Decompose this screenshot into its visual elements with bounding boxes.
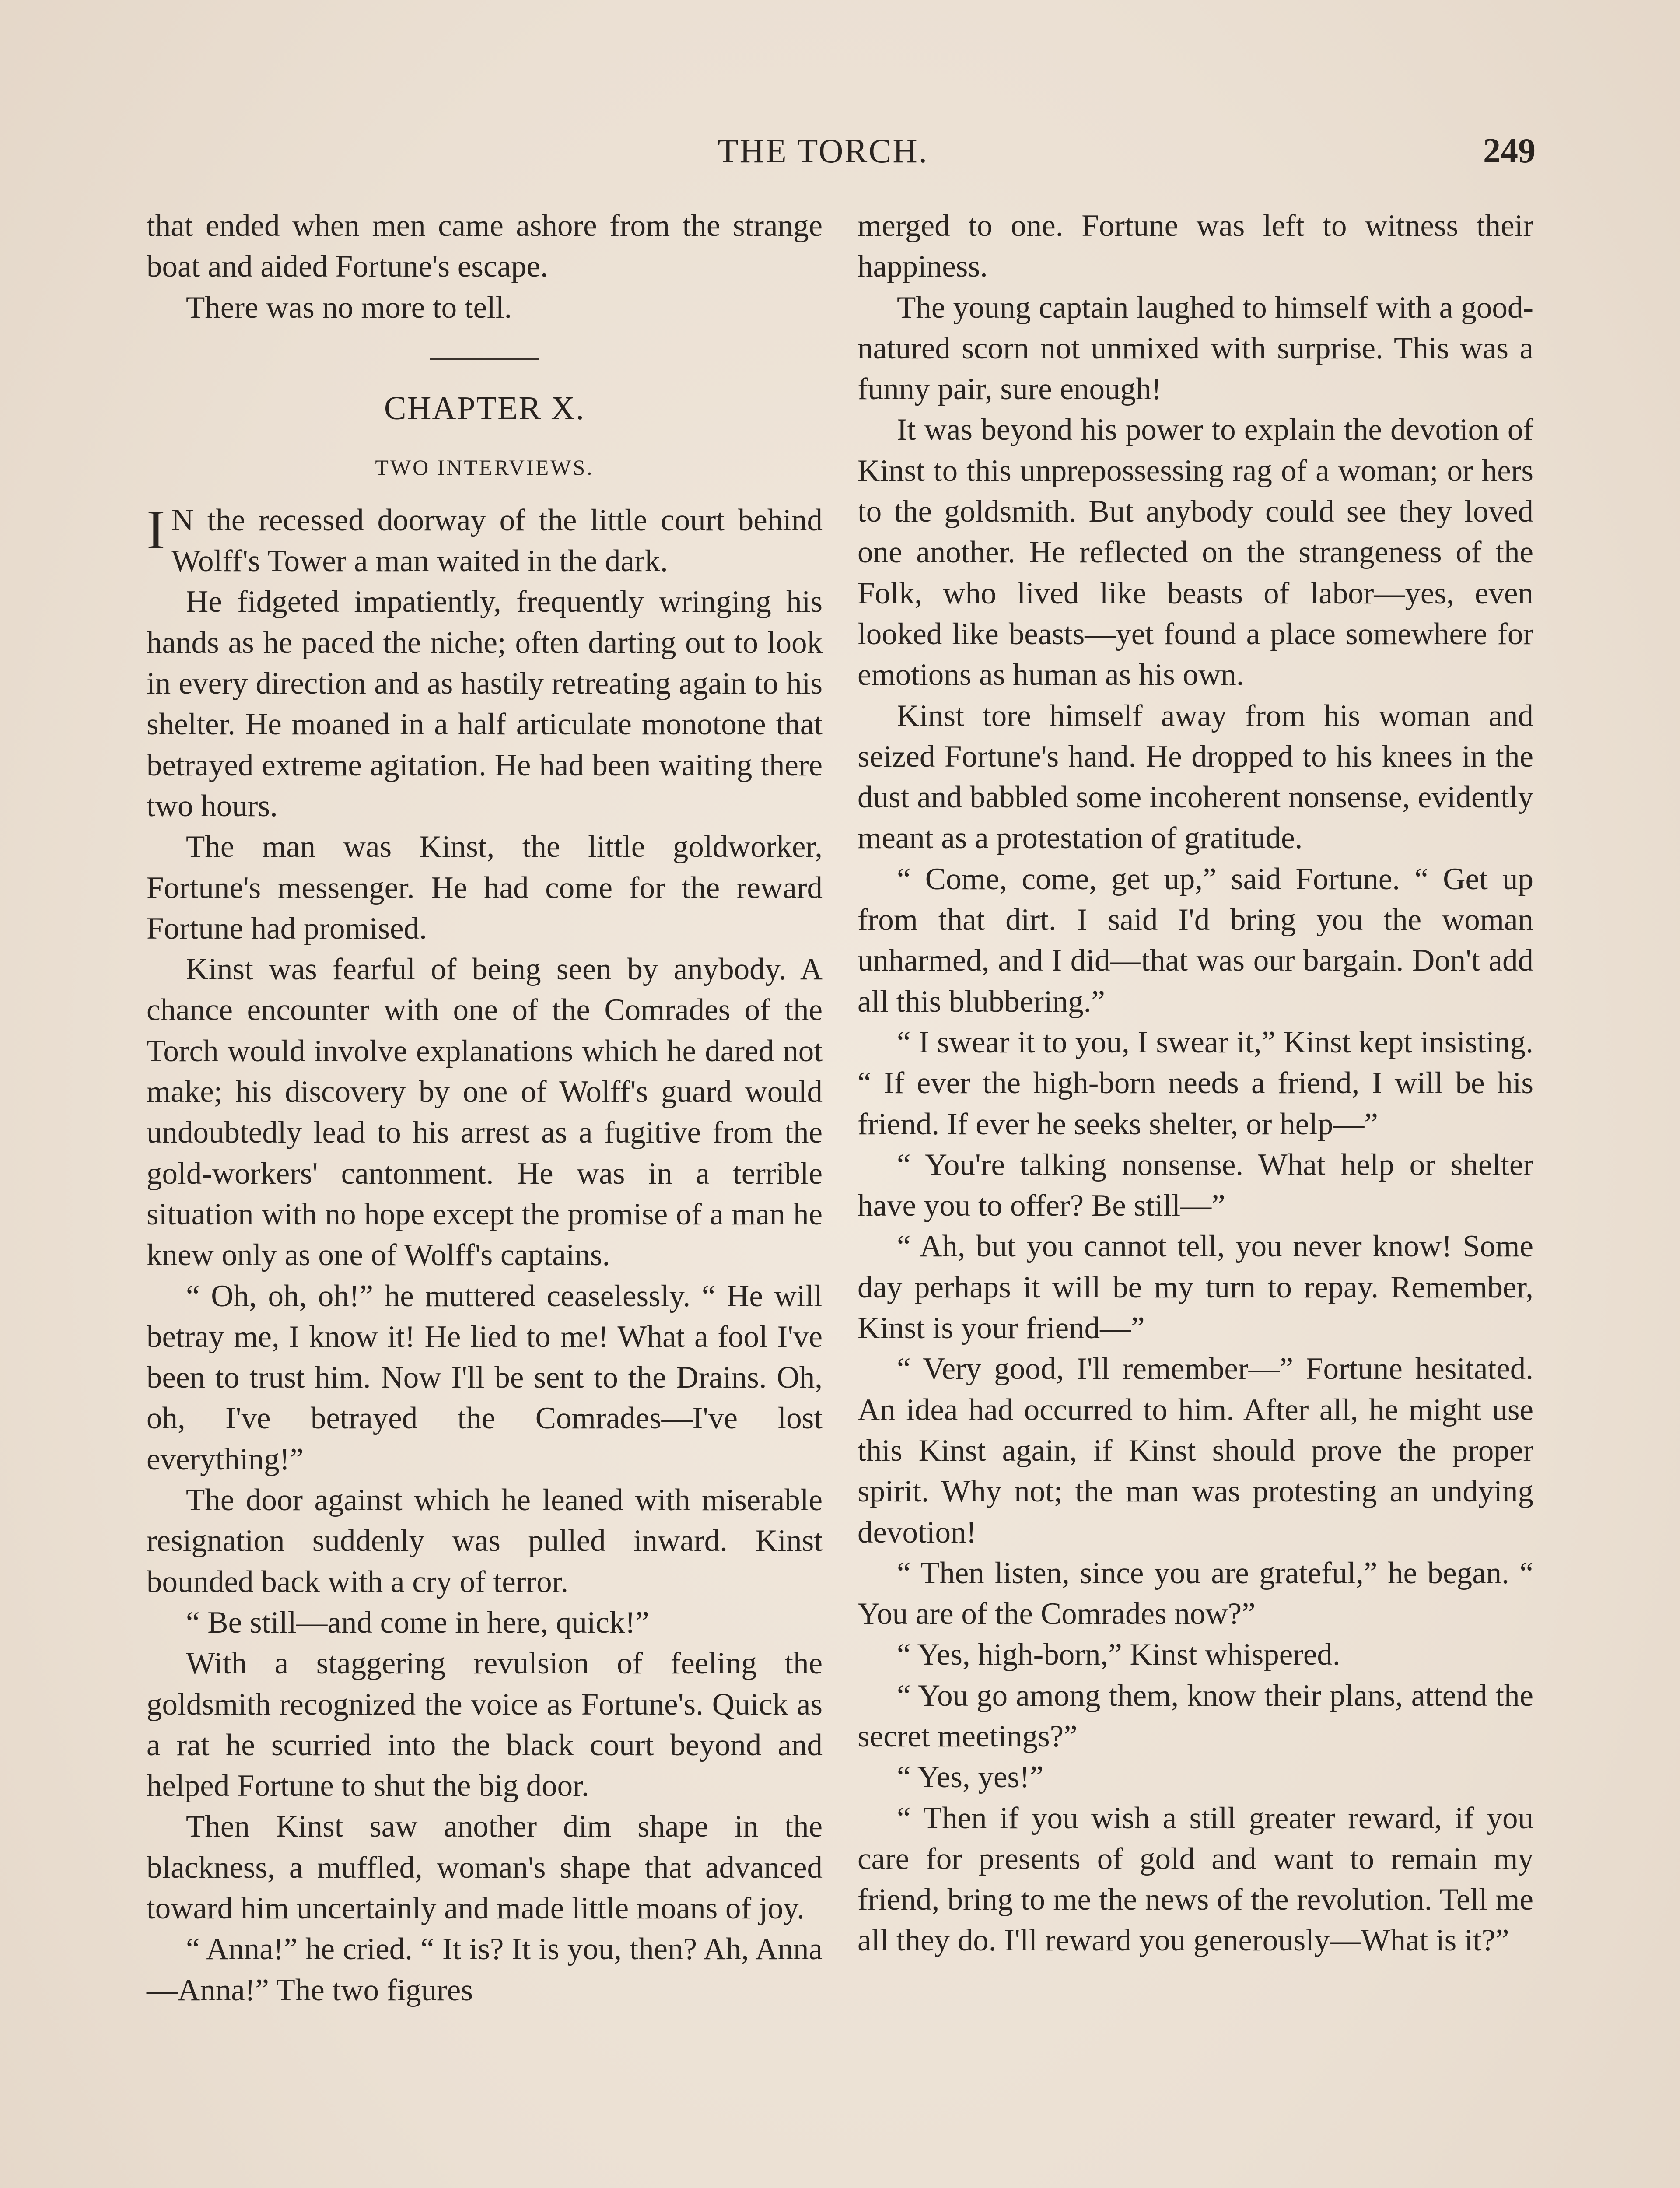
- paragraph: “ Be still—and come in here, quick!”: [186, 1605, 649, 1640]
- paragraph: “ Come, come, get up,” said Fortune. “ Get up from that dirt. I said I'd bring you the woman unharmed, and I did—that was our bargain. Don't add all this blubbering.”: [858, 862, 1533, 1019]
- section-divider: [430, 358, 539, 360]
- paragraph: “ Oh, oh, oh!” he muttered ceaselessly. “ He will betray me, I know it! He lied to me! What a fool I've been to trust him. Now I'll be sent to the Drains. Oh, oh, I've betrayed the Comrades—I've lost everything!”: [147, 1279, 822, 1476]
- opening-text: N the recessed doorway of the little court behind Wolff's Tower a man waited in the dark.: [171, 503, 822, 579]
- drop-cap: I: [147, 498, 165, 561]
- paragraph: With a staggering revulsion of feeling the goldsmith recognized the voice as Fortune's. Quick as a rat he scurried into the black court beyond and helped Fortune to shut the big door.: [147, 1646, 822, 1803]
- paragraph: merged to one. Fortune was left to witness their happiness.: [858, 209, 1533, 284]
- paragraph: Kinst was fearful of being seen by anybody. A chance encounter with one of the Comrades of the Torch would involve explanations which he dared not make; his discovery by one of Wolff's guard would undoubtedly lead to his arrest as a fugitive from the gold-workers' cantonment. He was in a terrible situation with no hope except the promise of a man he knew only as one of Wolff's captains.: [147, 952, 822, 1273]
- paragraph: “ Anna!” he cried. “ It is? It is you, then? Ah, Anna—Anna!” The two figures: [147, 1932, 822, 2007]
- paragraph: There was no more to tell.: [186, 290, 512, 325]
- paragraph: “ Then listen, since you are grateful,” he began. “ You are of the Comrades now?”: [858, 1556, 1533, 1631]
- paragraph: “ Ah, but you cannot tell, you never know! Some day perhaps it will be my turn to repay. Remember, Kinst is your friend—”: [858, 1229, 1533, 1346]
- paragraph: “ Very good, I'll remember—” Fortune hesitated. An idea had occurred to him. After all, he might use this Kinst again, if Kinst should prove the proper spirit. Why not; the man was protesting an undying devotion!: [858, 1352, 1533, 1550]
- paragraph: “ Yes, yes!”: [897, 1760, 1044, 1795]
- paragraph: The door against which he leaned with miserable resignation suddenly was pulled inward. Kinst bounded back with a cry of terror.: [147, 1483, 822, 1599]
- paragraph: “ I swear it to you, I swear it,” Kinst kept insisting. “ If ever the high-born needs a friend, I will be his friend. If ever he seeks shelter, or help—”: [858, 1025, 1533, 1141]
- paragraph: Then Kinst saw another dim shape in the blackness, a muffled, woman's shape that advanced toward him uncertainly and made little moans of joy.: [147, 1809, 822, 1925]
- chapter-subtitle: TWO INTERVIEWS.: [375, 455, 594, 480]
- running-title: THE TORCH.: [718, 132, 929, 170]
- paragraph: It was beyond his power to explain the devotion of Kinst to this unprepossessing rag of a woman; or hers to the goldsmith. But anybody could see they loved one another. He reflected on the strangeness of the Folk, who lived like beasts of labor—yes, even looked like beasts—yet found a place somewhere for emotions as human as his own.: [858, 413, 1533, 692]
- chapter-title: CHAPTER X.: [384, 389, 585, 427]
- paragraph: He fidgeted impatiently, frequently wringing his hands as he paced the niche; often darting out to look in every direction and as hastily retreating again to his shelter. He moaned in a half articulate monotone that betrayed extreme agitation. He had been waiting there two hours.: [147, 585, 822, 823]
- paragraph: “ Then if you wish a still greater reward, if you care for presents of gold and want to remain my friend, bring to me the news of the revolution. Tell me all they do. I'll reward you generously—What is it?”: [858, 1801, 1533, 1958]
- paragraph: Kinst tore himself away from his woman and seized Fortune's hand. He dropped to his knees in the dust and babbled some incoherent nonsense, evidently meant as a protestation of gratitude.: [858, 698, 1533, 856]
- paragraph: that ended when men came ashore from the strange boat and aided Fortune's escape.: [147, 209, 822, 284]
- opening-paragraph: [147, 500, 822, 582]
- paragraph: “ Yes, high-born,” Kinst whispered.: [897, 1637, 1340, 1672]
- left-column: [147, 206, 822, 2011]
- paragraph: The young captain laughed to himself with a good-natured scorn not unmixed with surprise. This was a funny pair, sure enough!: [858, 290, 1533, 407]
- running-header: [0, 131, 1680, 184]
- page-number: 249: [1483, 132, 1536, 170]
- right-column: [858, 206, 1533, 1961]
- paragraph: “ You go among them, know their plans, attend the secret meetings?”: [858, 1678, 1533, 1753]
- paragraph: The man was Kinst, the little goldworker, Fortune's messenger. He had come for the reward Fortune had promised.: [147, 830, 822, 946]
- paragraph: “ You're talking nonsense. What help or shelter have you to offer? Be still—”: [858, 1147, 1533, 1223]
